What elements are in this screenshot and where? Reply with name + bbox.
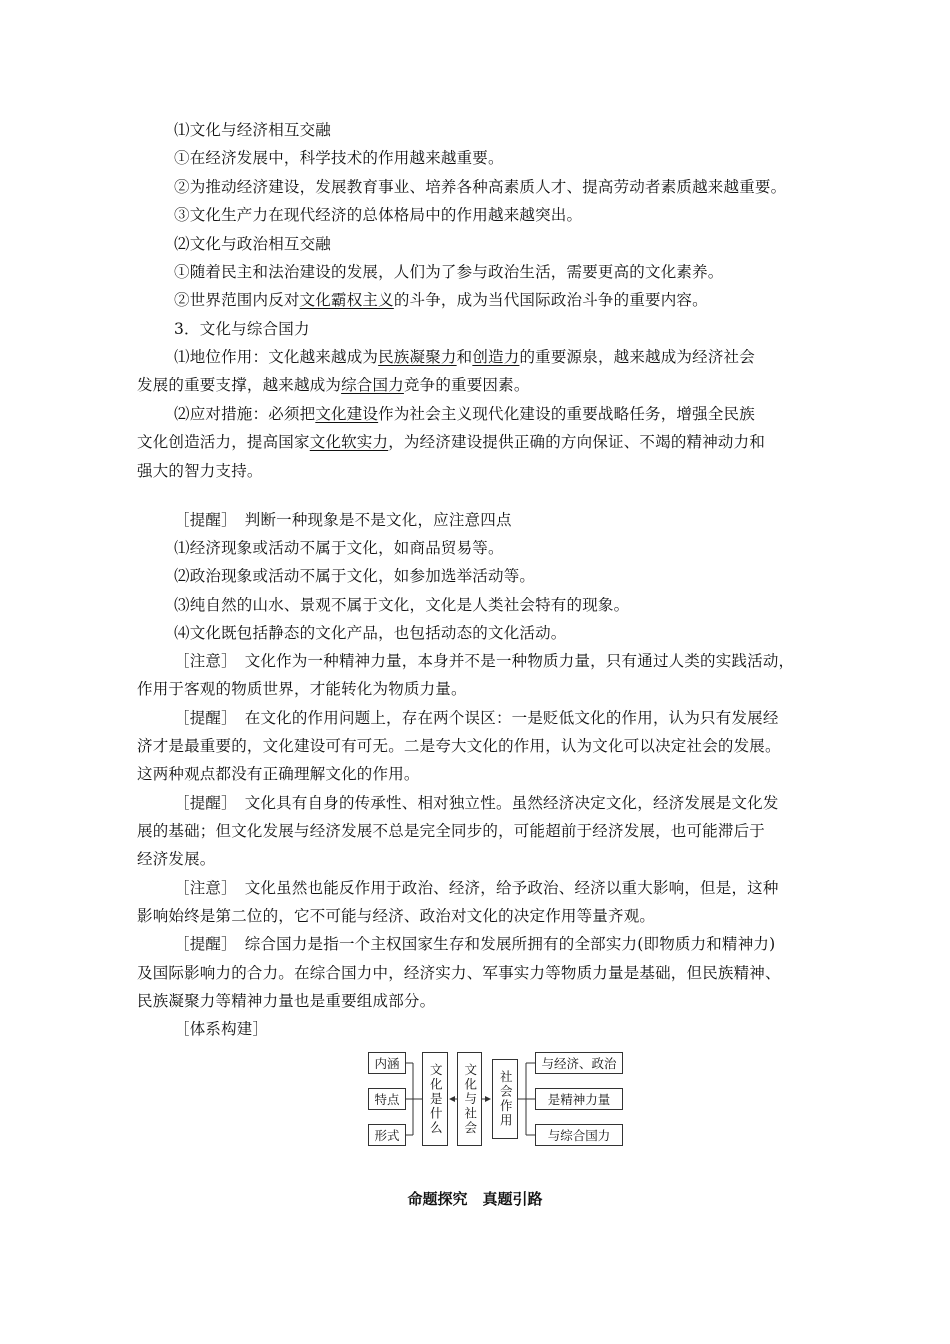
text-line: 这两种观点都没有正确理解文化的作用。 xyxy=(137,765,420,783)
text-fragment: 的重要源泉，越来越成为经济社会 xyxy=(519,348,755,366)
diagram-box-culture-society: 文化与社会 xyxy=(457,1052,482,1146)
text-fragment: 的斗争，成为当代国际政治斗争的重要内容。 xyxy=(393,291,708,309)
text-fragment: ，为经济建设提供正确的方向保证、不竭的精神动力和 xyxy=(388,433,766,451)
section-title-national-power: 3．文化与综合国力 xyxy=(174,320,310,338)
text-line-hegemony xyxy=(174,289,708,311)
diagram-box-characteristics: 特点 xyxy=(368,1088,406,1110)
note-reminder: ［提醒］ 判断一种现象是不是文化，应注意四点 xyxy=(174,511,512,529)
note-reminder: ［提醒］ 综合国力是指一个主权国家生存和发展所拥有的全部实力(即物质力和精神力) xyxy=(174,935,776,953)
text-line-measures xyxy=(174,403,755,425)
diagram-box-form: 形式 xyxy=(368,1124,406,1146)
text-line: 影响始终是第二位的，它不可能与经济、政治对文化的决定作用等量齐观。 xyxy=(137,907,656,925)
section-heading: 命题探究 真题引路 xyxy=(407,1190,543,1208)
key-term: 综合国力 xyxy=(341,376,404,394)
text-fragment: ⑵应对措施：必须把 xyxy=(174,405,316,423)
text-line-position xyxy=(174,346,755,368)
note-attention: ［注意］ 文化作为一种精神力量，本身并不是一种物质力量，只有通过人类的实践活动， xyxy=(174,652,795,670)
key-term: 民族凝聚力 xyxy=(378,348,457,366)
subheading-culture-politics: ⑵文化与政治相互交融 xyxy=(174,235,332,253)
text-line: 民族凝聚力等精神力量也是重要组成部分。 xyxy=(137,992,436,1010)
text-line: ⑶纯自然的山水、景观不属于文化，文化是人类社会特有的现象。 xyxy=(174,596,630,614)
diagram-box-social-role: 社会作用 xyxy=(492,1059,518,1139)
text-line: ⑴经济现象或活动不属于文化，如商品贸易等。 xyxy=(174,539,504,557)
subheading-culture-economy: ⑴文化与经济相互交融 xyxy=(174,121,332,139)
text-line-position-cont xyxy=(137,374,530,396)
text-fragment: ②世界范围内反对 xyxy=(174,291,300,309)
text-line: 强大的智力支持。 xyxy=(137,462,263,480)
concept-diagram xyxy=(366,1048,626,1154)
text-line-measures-cont xyxy=(137,431,765,453)
text-fragment: 文化创造活力，提高国家 xyxy=(137,433,310,451)
text-fragment: 竞争的重要因素。 xyxy=(403,376,530,394)
text-line: ②为推动经济建设，发展教育事业、培养各种高素质人才、提高劳动者素质越来越重要。 xyxy=(174,178,787,196)
key-term: 文化霸权主义 xyxy=(299,291,394,309)
key-term: 创造力 xyxy=(472,348,520,366)
text-line: ①在经济发展中，科学技术的作用越来越重要。 xyxy=(174,149,504,167)
diagram-box-economy-politics: 与经济、政治 xyxy=(535,1052,623,1074)
system-construction-label: ［体系构建］ xyxy=(174,1020,269,1038)
text-fragment: 作为社会主义现代化建设的重要战略任务，增强全民族 xyxy=(378,405,755,423)
text-line: ③文化生产力在现代经济的总体格局中的作用越来越突出。 xyxy=(174,206,583,224)
text-line: ⑷文化既包括静态的文化产品，也包括动态的文化活动。 xyxy=(174,624,567,642)
note-reminder: ［提醒］ 文化具有自身的传承性、相对独立性。虽然经济决定文化，经济发展是文化发 xyxy=(174,794,779,812)
text-line: 经济发展。 xyxy=(137,850,216,868)
text-line: 展的基础；但文化发展与经济发展不总是完全同步的，可能超前于经济发展，也可能滞后于 xyxy=(137,822,766,840)
key-term: 文化建设 xyxy=(315,405,379,423)
note-attention: ［注意］ 文化虽然也能反作用于政治、经济，给予政治、经济以重大影响，但是，这种 xyxy=(174,879,779,897)
text-fragment: 和 xyxy=(456,348,473,366)
diagram-box-national-power: 与综合国力 xyxy=(535,1124,623,1146)
key-term: 文化软实力 xyxy=(309,433,389,451)
text-line: ⑵政治现象或活动不属于文化，如参加选举活动等。 xyxy=(174,567,536,585)
text-line: 及国际影响力的合力。在综合国力中，经济实力、军事实力等物质力量是基础，但民族精神、 xyxy=(137,964,781,982)
diagram-box-connotation: 内涵 xyxy=(368,1052,406,1074)
diagram-box-spiritual-force: 是精神力量 xyxy=(535,1088,623,1110)
text-fragment: ⑴地位作用：文化越来越成为 xyxy=(174,348,379,366)
diagram-box-what-is-culture: 文化是什么 xyxy=(422,1052,448,1146)
text-line: ①随着民主和法治建设的发展，人们为了参与政治生活，需要更高的文化素养。 xyxy=(174,263,724,281)
note-reminder: ［提醒］ 在文化的作用问题上，存在两个误区：一是贬低文化的作用，认为只有发展经 xyxy=(174,709,779,727)
text-line: 济才是最重要的，文化建设可有可无。二是夸大文化的作用，认为文化可以决定社会的发展。 xyxy=(137,737,781,755)
text-line: 作用于客观的物质世界，才能转化为物质力量。 xyxy=(137,680,467,698)
text-fragment: 发展的重要支撑，越来越成为 xyxy=(137,376,342,394)
